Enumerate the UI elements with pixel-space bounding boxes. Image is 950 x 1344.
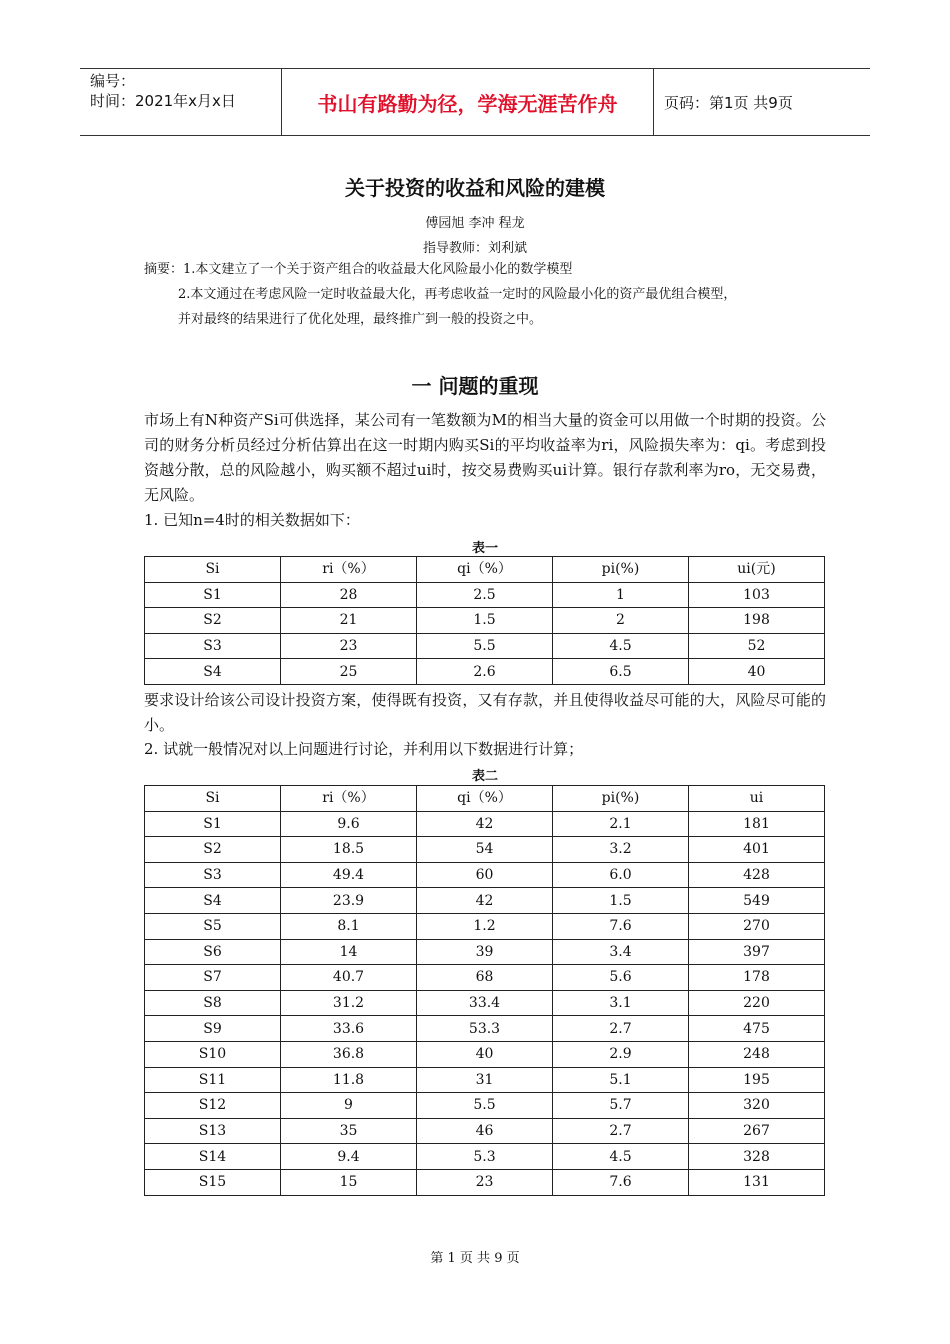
paragraph: 要求设计给该公司设计投资方案，使得既有投资，又有存款，并且使得收益尽可能的大，风险尽可能的小。 <box>144 691 826 734</box>
document-header <box>80 68 870 136</box>
table-cell: 33.4 <box>417 990 553 1016</box>
table-cell: 31 <box>417 1067 553 1093</box>
table-row <box>145 633 825 659</box>
table-cell: 2.5 <box>417 582 553 608</box>
table-cell: 4.5 <box>553 633 689 659</box>
table-row <box>145 1169 825 1195</box>
table-cell: S4 <box>145 888 281 914</box>
column-header: ui <box>689 786 825 812</box>
table-row <box>145 1093 825 1119</box>
table-row <box>145 1041 825 1067</box>
table-cell: S12 <box>145 1093 281 1119</box>
table-cell: S9 <box>145 1016 281 1042</box>
table-row <box>145 582 825 608</box>
column-header: qi（%） <box>417 786 553 812</box>
table-cell: 220 <box>689 990 825 1016</box>
table-cell: S15 <box>145 1169 281 1195</box>
abstract-line-1: 摘要：1.本文建立了一个关于资产组合的收益最大化风险最小化的数学模型 <box>144 262 573 277</box>
data-table-2 <box>144 785 825 1196</box>
table-cell: 328 <box>689 1144 825 1170</box>
table-cell: 549 <box>689 888 825 914</box>
table-cell: 25 <box>281 659 417 685</box>
table-cell: 49.4 <box>281 862 417 888</box>
table-cell: 39 <box>417 939 553 965</box>
table-caption: 表二 <box>471 769 498 784</box>
header-divider <box>653 69 654 135</box>
column-header: ri（%） <box>281 786 417 812</box>
header-date: 时间：2021年x月x日 <box>90 92 236 110</box>
page-footer: 第 1 页 共 9 页 <box>430 1251 520 1266</box>
table-row <box>145 1016 825 1042</box>
table-cell: 2 <box>553 608 689 634</box>
table-cell: 1.2 <box>417 913 553 939</box>
table-cell: S1 <box>145 582 281 608</box>
table-row <box>145 659 825 685</box>
document-title: 关于投资的收益和风险的建模 <box>345 176 605 200</box>
table-cell: 40.7 <box>281 965 417 991</box>
data-table-1 <box>144 556 825 685</box>
table-row <box>145 608 825 634</box>
table-cell: 15 <box>281 1169 417 1195</box>
table-cell: S2 <box>145 608 281 634</box>
table-row <box>145 1144 825 1170</box>
table-cell: 28 <box>281 582 417 608</box>
list-item: 1. 已知n=4时的相关数据如下： <box>144 511 360 529</box>
table-cell: 7.6 <box>553 1169 689 1195</box>
authors: 傅园旭 李冲 程龙 <box>425 216 525 231</box>
table-cell: 52 <box>689 633 825 659</box>
table-row <box>145 888 825 914</box>
table-cell: 60 <box>417 862 553 888</box>
table-cell: 46 <box>417 1118 553 1144</box>
advisor: 指导教师：刘利斌 <box>422 241 527 256</box>
table-row <box>145 811 825 837</box>
table-cell: 35 <box>281 1118 417 1144</box>
table-cell: 2.7 <box>553 1118 689 1144</box>
table-cell: S3 <box>145 862 281 888</box>
table-cell: 6.5 <box>553 659 689 685</box>
table-caption: 表一 <box>471 541 498 556</box>
table-cell: S14 <box>145 1144 281 1170</box>
table-row <box>145 913 825 939</box>
table-cell: 7.6 <box>553 913 689 939</box>
table-row <box>145 990 825 1016</box>
table-cell: 198 <box>689 608 825 634</box>
column-header: qi（%） <box>417 557 553 583</box>
table-cell: 42 <box>417 811 553 837</box>
table-cell: 9.4 <box>281 1144 417 1170</box>
table-cell: 1.5 <box>553 888 689 914</box>
header-motto: 书山有路勤为径，学海无涯苦作舟 <box>317 91 618 116</box>
table-row <box>145 837 825 863</box>
section-heading: 一 问题的重现 <box>411 374 539 398</box>
table-cell: 1 <box>553 582 689 608</box>
table-cell: 2.6 <box>417 659 553 685</box>
table-cell: 8.1 <box>281 913 417 939</box>
table-cell: 4.5 <box>553 1144 689 1170</box>
table-cell: 68 <box>417 965 553 991</box>
column-header: Si <box>145 557 281 583</box>
abstract-line-2: 2.本文通过在考虑风险一定时收益最大化，再考虑收益一定时的风险最小化的资产最优组合模型， <box>178 287 737 302</box>
table-cell: 40 <box>689 659 825 685</box>
table-row <box>145 862 825 888</box>
table-cell: 181 <box>689 811 825 837</box>
table-cell: 3.2 <box>553 837 689 863</box>
column-header: Si <box>145 786 281 812</box>
table-cell: 131 <box>689 1169 825 1195</box>
table-cell: 23.9 <box>281 888 417 914</box>
header-page-info: 页码：第1页 共9页 <box>664 93 793 112</box>
table-cell: S7 <box>145 965 281 991</box>
table-cell: 248 <box>689 1041 825 1067</box>
abstract-line-3: 并对最终的结果进行了优化处理，最终推广到一般的投资之中。 <box>178 312 543 327</box>
table-cell: 14 <box>281 939 417 965</box>
table-cell: S10 <box>145 1041 281 1067</box>
table-cell: S4 <box>145 659 281 685</box>
table-cell: 178 <box>689 965 825 991</box>
table-cell: 5.6 <box>553 965 689 991</box>
table-cell: 1.5 <box>417 608 553 634</box>
header-number: 编号： <box>90 72 136 90</box>
table-cell: 397 <box>689 939 825 965</box>
table-cell: 428 <box>689 862 825 888</box>
table-cell: 5.5 <box>417 633 553 659</box>
table-cell: 40 <box>417 1041 553 1067</box>
table-cell: S8 <box>145 990 281 1016</box>
table-cell: S5 <box>145 913 281 939</box>
table-cell: 5.3 <box>417 1144 553 1170</box>
table-cell: 2.9 <box>553 1041 689 1067</box>
table-cell: 2.7 <box>553 1016 689 1042</box>
table-cell: 23 <box>417 1169 553 1195</box>
table-header-row <box>145 786 825 812</box>
table-cell: 195 <box>689 1067 825 1093</box>
table-cell: 33.6 <box>281 1016 417 1042</box>
column-header: pi(%) <box>553 786 689 812</box>
table-cell: 11.8 <box>281 1067 417 1093</box>
table-cell: 3.1 <box>553 990 689 1016</box>
table-cell: 21 <box>281 608 417 634</box>
table-cell: 2.1 <box>553 811 689 837</box>
column-header: ri（%） <box>281 557 417 583</box>
table-header-row <box>145 557 825 583</box>
table-row <box>145 1118 825 1144</box>
table-cell: 31.2 <box>281 990 417 1016</box>
table-cell: 5.1 <box>553 1067 689 1093</box>
table-cell: S3 <box>145 633 281 659</box>
table-cell: 9 <box>281 1093 417 1119</box>
list-item: 2. 试就一般情况对以上问题进行讨论，并利用以下数据进行计算； <box>144 740 584 758</box>
table-cell: S1 <box>145 811 281 837</box>
table-cell: 475 <box>689 1016 825 1042</box>
table-cell: 270 <box>689 913 825 939</box>
table-cell: 320 <box>689 1093 825 1119</box>
table-cell: 42 <box>417 888 553 914</box>
table-cell: S6 <box>145 939 281 965</box>
table-cell: 53.3 <box>417 1016 553 1042</box>
table-cell: S2 <box>145 837 281 863</box>
column-header: pi(%) <box>553 557 689 583</box>
column-header: ui(元) <box>689 557 825 583</box>
table-cell: S11 <box>145 1067 281 1093</box>
table-cell: 103 <box>689 582 825 608</box>
table-cell: 36.8 <box>281 1041 417 1067</box>
table-cell: S13 <box>145 1118 281 1144</box>
paragraph: 市场上有N种资产Si可供选择，某公司有一笔数额为M的相当大量的资金可以用做一个时期的投资。公司的财务分析员经过分析估算出在这一时期内购买Si的平均收益率为ri，风险损失率为：qi。考虑到投资越分散，总的风险越小，购买额不超过ui时，按交易费购买ui计算。银行存款利率为ro，无交易费，无风险。 <box>144 411 826 504</box>
table-cell: 5.7 <box>553 1093 689 1119</box>
table-cell: 23 <box>281 633 417 659</box>
table-cell: 6.0 <box>553 862 689 888</box>
table-cell: 401 <box>689 837 825 863</box>
table-cell: 54 <box>417 837 553 863</box>
table-row <box>145 1067 825 1093</box>
table-cell: 267 <box>689 1118 825 1144</box>
table-row <box>145 939 825 965</box>
table-cell: 5.5 <box>417 1093 553 1119</box>
header-meta <box>90 71 280 111</box>
table-cell: 18.5 <box>281 837 417 863</box>
table-cell: 9.6 <box>281 811 417 837</box>
table-cell: 3.4 <box>553 939 689 965</box>
table-row <box>145 965 825 991</box>
